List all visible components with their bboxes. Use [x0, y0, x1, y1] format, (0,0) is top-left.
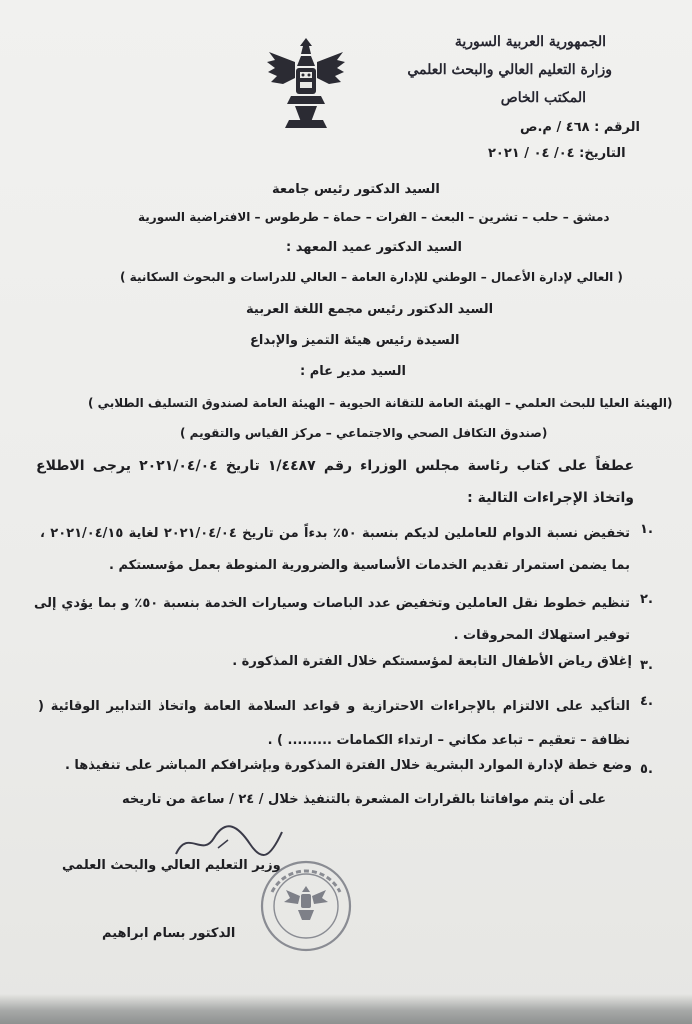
page-bottom-shadow: [0, 994, 692, 1024]
item-3-number: ٣.: [640, 658, 653, 673]
addressee-arabic-academy: السيد الدكتور رئيس مجمع اللغة العربية: [246, 302, 494, 317]
header-office: المكتب الخاص: [500, 90, 586, 106]
reference-date: التاريخ: ٠٤/ ٠٤ / ٢٠٢١: [488, 146, 626, 161]
intro-paragraph: عطفاً على كتاب رئاسة مجلس الوزراء رقم ١/٤٤٨٧ تاريخ ٢٠٢١/٠٤/٠٤ يرجى الاطلاع واتخاذ الإجراءات التالية :: [36, 458, 635, 506]
authorities-list-2: (صندوق التكافل الصحي والاجتماعي – مركز القياس والتقويم ): [180, 426, 548, 440]
reference-number: الرقم : ٤٦٨ / م.ص: [520, 120, 640, 135]
addressee-university-president: السيد الدكتور رئيس جامعة: [272, 182, 440, 197]
minister-title: وزير التعليم العالي والبحث العلمي: [62, 858, 281, 873]
authorities-list-1: (الهيئة العليا للبحث العلمي – الهيئة العامة للتقانة الحيوية – الهيئة العامة لصندوق التسليف الطلابي ): [88, 396, 673, 410]
item-3-text: إغلاق رياض الأطفال التابعة لمؤسستكم خلال الفترة المذكورة .: [232, 654, 632, 669]
closing-line: على أن يتم موافاتنا بالقرارات المشعرة بالتنفيذ خلال / ٢٤ / ساعة من تاريخه: [121, 792, 606, 807]
minister-name: الدكتور بسام ابراهيم: [102, 926, 236, 941]
item-4-text: التأكيد على الالتزام بالإجراءات الاحترازية و قواعد السلامة العامة واتخاذ التدابير الوقائية ( نظافة – تعقيم – تباعد مكاني – ارتداء الكمامات ......... ) .: [38, 699, 630, 748]
item-5-number: ٥.: [640, 762, 653, 777]
official-stamp-icon: [258, 858, 354, 954]
header-ministry: وزارة التعليم العالي والبحث العلمي: [407, 62, 612, 78]
item-4-number: ٤.: [640, 694, 653, 709]
item-1-number: ١.: [640, 522, 653, 537]
institute-list: ( العالي لإدارة الأعمال – الوطني للإدارة العامة – العالي للدراسات و البحوث السكانية ): [120, 270, 623, 284]
addressee-director-general: السيد مدير عام :: [300, 364, 406, 379]
item-1-text: تخفيض نسبة الدوام للعاملين لديكم بنسبة ٥٠٪ بدءاً من تاريخ ٢٠٢١/٠٤/٠٤ لغاية ٢٠٢١/٠٤/١٥ ، بما يضمن استمرار تقديم الخدمات الأساسية والضرورية المنوطة بعمل مؤسستكم .: [40, 526, 630, 573]
header-republic: الجمهورية العربية السورية: [454, 34, 606, 50]
addressee-excellence-authority: السيدة رئيس هيئة التميز والإبداع: [250, 333, 460, 348]
syrian-eagle-emblem-icon: [265, 32, 347, 132]
item-5-text: وضع خطة لإدارة الموارد البشرية خلال الفترة المذكورة وبإشرافكم المباشر على تنفيذها .: [64, 758, 632, 773]
addressee-institute-dean: السيد الدكتور عميد المعهد :: [286, 240, 462, 255]
university-list: دمشق – حلب – تشرين – البعث – الفرات – حماة – طرطوس – الافتراضية السورية: [138, 210, 610, 224]
item-2-number: ٢.: [640, 592, 653, 607]
item-2-text: تنظيم خطوط نقل العاملين وتخفيض عدد الباصات وسيارات الخدمة بنسبة ٥٠٪ و بما يؤدي إلى توفير استهلاك المحروقات .: [34, 596, 630, 643]
